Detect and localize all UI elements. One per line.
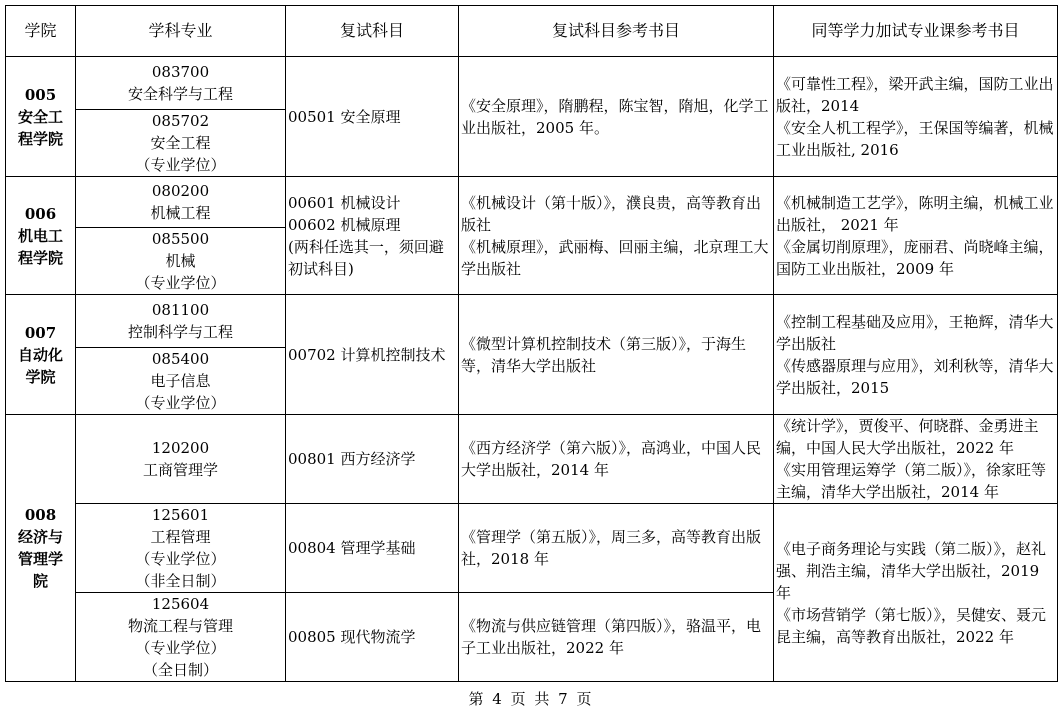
table-row [6, 295, 1058, 348]
admission-table [5, 5, 1058, 682]
extra-books-cell: 《电子商务理论与实践（第二版）》，赵礼强、荆浩主编，清华大学出版社，2019 年 《市场营销学（第七版）》，吴健安、聂元昆主编，高等教育出版社，2022 年 [774, 504, 1058, 682]
college-name: 机电工 程学院 [17, 226, 63, 267]
books-cell: 《西方经济学（第六版）》，高鸿业，中国人民大学出版社，2014 年 [459, 415, 774, 504]
college-code: 005 [24, 85, 57, 104]
major-cell: 125601 工程管理 （专业学位） （非全日制） [76, 504, 286, 593]
header-major: 学科专业 [76, 6, 286, 57]
books-cell: 《管理学（第五版）》，周三多，高等教育出版社，2018 年 [459, 504, 774, 593]
extra-books-cell: 《统计学》，贾俊平、何晓群、金勇进主编，中国人民大学出版社，2022 年 《实用管理运筹学（第二版）》，徐家旺等主编，清华大学出版社，2014 年 [774, 415, 1058, 504]
page-footer: 第 4 页 共 7 页 [468, 690, 594, 708]
table-row [6, 177, 1058, 228]
header-subject: 复试科目 [286, 6, 459, 57]
books-cell: 《微型计算机控制技术（第三版）》，于海生等，清华大学出版社 [459, 295, 774, 415]
books-cell: 《机械设计（第十版）》，濮良贵，高等教育出版社 《机械原理》，武丽梅、回丽主编，北京理工大学出版社 [459, 177, 774, 295]
college-cell [6, 415, 76, 682]
major-cell: 083700 安全科学与工程 [76, 57, 286, 110]
extra-books-cell: 《机械制造工艺学》，陈明主编，机械工业出版社， 2021 年 《金属切削原理》，庞丽君、尚晓峰主编，国防工业出版社，2009 年 [774, 177, 1058, 295]
table-row [6, 57, 1058, 110]
college-name: 安全工 程学院 [17, 107, 63, 148]
header-row [6, 6, 1058, 57]
major-cell: 120200 工商管理学 [76, 415, 286, 504]
college-code: 007 [24, 323, 57, 342]
major-cell: 081100 控制科学与工程 [76, 295, 286, 348]
college-cell [6, 295, 76, 415]
table-row [6, 415, 1058, 504]
subject-cell: 00601 机械设计 00602 机械原理 (两科任选其一，须回避初试科目) [286, 177, 459, 295]
college-code: 008 [24, 506, 57, 524]
subject-cell: 00702 计算机控制技术 [286, 295, 459, 415]
extra-books-cell: 《控制工程基础及应用》，王艳辉，清华大学出版社 《传感器原理与应用》，刘利秋等，清华大学出版社，2015 [774, 295, 1058, 415]
extra-books-cell: 《可靠性工程》，梁开武主编，国防工业出版社，2014 《安全人机工程学》，王保国等编著，机械工业出版社, 2016 [774, 57, 1058, 177]
subject-cell: 00804 管理学基础 [286, 504, 459, 593]
subject-cell: 00805 现代物流学 [286, 593, 459, 682]
major-cell: 125604 物流工程与管理 （专业学位） （全日制） [76, 593, 286, 682]
college-name: 自动化 学院 [17, 345, 63, 386]
books-cell: 《安全原理》，隋鹏程，陈宝智，隋旭，化学工业出版社，2005 年。 [459, 57, 774, 177]
books-cell: 《物流与供应链管理（第四版）》，骆温平，电子工业出版社，2022 年 [459, 593, 774, 682]
header-books: 复试科目参考书目 [459, 6, 774, 57]
major-cell: 080200 机械工程 [76, 177, 286, 228]
subject-cell: 00501 安全原理 [286, 57, 459, 177]
table-row [6, 504, 1058, 593]
header-extra-books: 同等学力加试专业课参考书目 [774, 6, 1058, 57]
major-cell: 085500 机械 （专业学位） [76, 228, 286, 295]
college-cell [6, 177, 76, 295]
college-name: 经济与 管理学 院 [17, 528, 63, 590]
college-code: 006 [24, 204, 57, 223]
header-college: 学院 [6, 6, 76, 57]
subject-cell: 00801 西方经济学 [286, 415, 459, 504]
college-cell [6, 57, 76, 177]
major-cell: 085702 安全工程 （专业学位） [76, 110, 286, 177]
major-cell: 085400 电子信息 （专业学位） [76, 348, 286, 415]
